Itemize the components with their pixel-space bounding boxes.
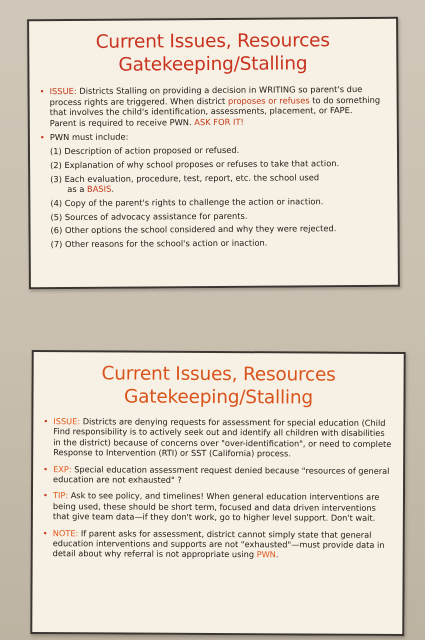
exp-label: EXP:	[53, 463, 72, 474]
exp-bullet	[43, 464, 393, 487]
issue-label: ISSUE:	[53, 416, 81, 427]
issue-card-pwn	[27, 17, 400, 290]
issue-text: Districts are denying requests for assessment for special education (Child Find responsibility is to actively seek out and identify all children with disabilities in the district) because of concerns over "over-identification", or need to complete Response to Intervention (RTI) or SST (California) process.	[53, 416, 392, 459]
basis-highlight: BASIS	[86, 183, 112, 195]
tip-label: TIP:	[52, 490, 69, 501]
note-bullet	[43, 528, 393, 561]
list-item: (4) Copy of the parent's rights to challenge the action or inaction.	[50, 196, 324, 209]
tip-bullet	[43, 491, 393, 524]
list-item: (7) Other reasons for the school's action or inaction.	[50, 237, 268, 250]
title-line-1: Current Issues, Resources	[101, 363, 336, 386]
item-3-end: .	[111, 183, 115, 194]
exp-text: Special education assessment request denied because "resources of general education are not exhausted" ?	[53, 463, 390, 485]
title-line-2: Gatekeeping/Stalling	[118, 53, 308, 76]
list-item: (1) Description of action proposed or refused.	[49, 144, 240, 157]
issue-text-b: to do something that involves the child's identification, assessments, placement, or FAPE.	[49, 94, 381, 118]
issue-label: ISSUE:	[49, 85, 77, 97]
note-text: If parent asks for assessment, district cannot simply state that general education interventions and supports are not "exhausted"—must provide data in detail about why referral is not appropriate using	[52, 527, 385, 560]
list-item: (2) Explanation of why school proposes or refuses to take that action.	[50, 157, 340, 170]
issue-text-a: Districts Stalling on providing a decision in WRITING so parent's due process rights are triggered. When district	[49, 83, 363, 107]
card-title	[33, 362, 403, 410]
issue-card-assessment	[30, 350, 405, 636]
title-line-2: Gatekeeping/Stalling	[123, 386, 314, 409]
pwn-requirements-list	[40, 144, 388, 250]
list-item: (6) Other options the school considered and why they were rejected.	[50, 223, 337, 236]
list-item	[50, 171, 387, 195]
title-line-1: Current Issues, Resources	[95, 30, 330, 53]
list-item: (5) Sources of advocacy assistance for parents.	[50, 210, 248, 222]
item-3-text: (3) Each evaluation, procedure, test, report, etc. the school used	[50, 171, 320, 184]
card-title	[29, 29, 396, 78]
pwn-bullet	[40, 130, 387, 143]
pwn-heading: PWN must include:	[49, 131, 129, 143]
note-end: .	[275, 549, 279, 560]
card-body	[33, 416, 404, 561]
issue-bullet	[43, 416, 393, 459]
issue-bullet	[40, 84, 387, 129]
note-label: NOTE:	[52, 527, 79, 538]
issue-text-c: Parent is required to receive PWN.	[49, 116, 195, 128]
card-body	[30, 84, 398, 250]
item-3-cont: as a	[67, 184, 88, 195]
pwn-highlight: PWN	[256, 549, 276, 560]
tip-text: Ask to see policy, and timelines! When general education interventions are being used, these should be short term, focused and data driven interventions that give team data—if they don't work, go to higher level support. Don't wait.	[52, 490, 380, 524]
ask-for-it: ASK FOR IT!	[194, 116, 244, 127]
proposes-refuses-highlight: proposes or refuses	[227, 94, 310, 106]
